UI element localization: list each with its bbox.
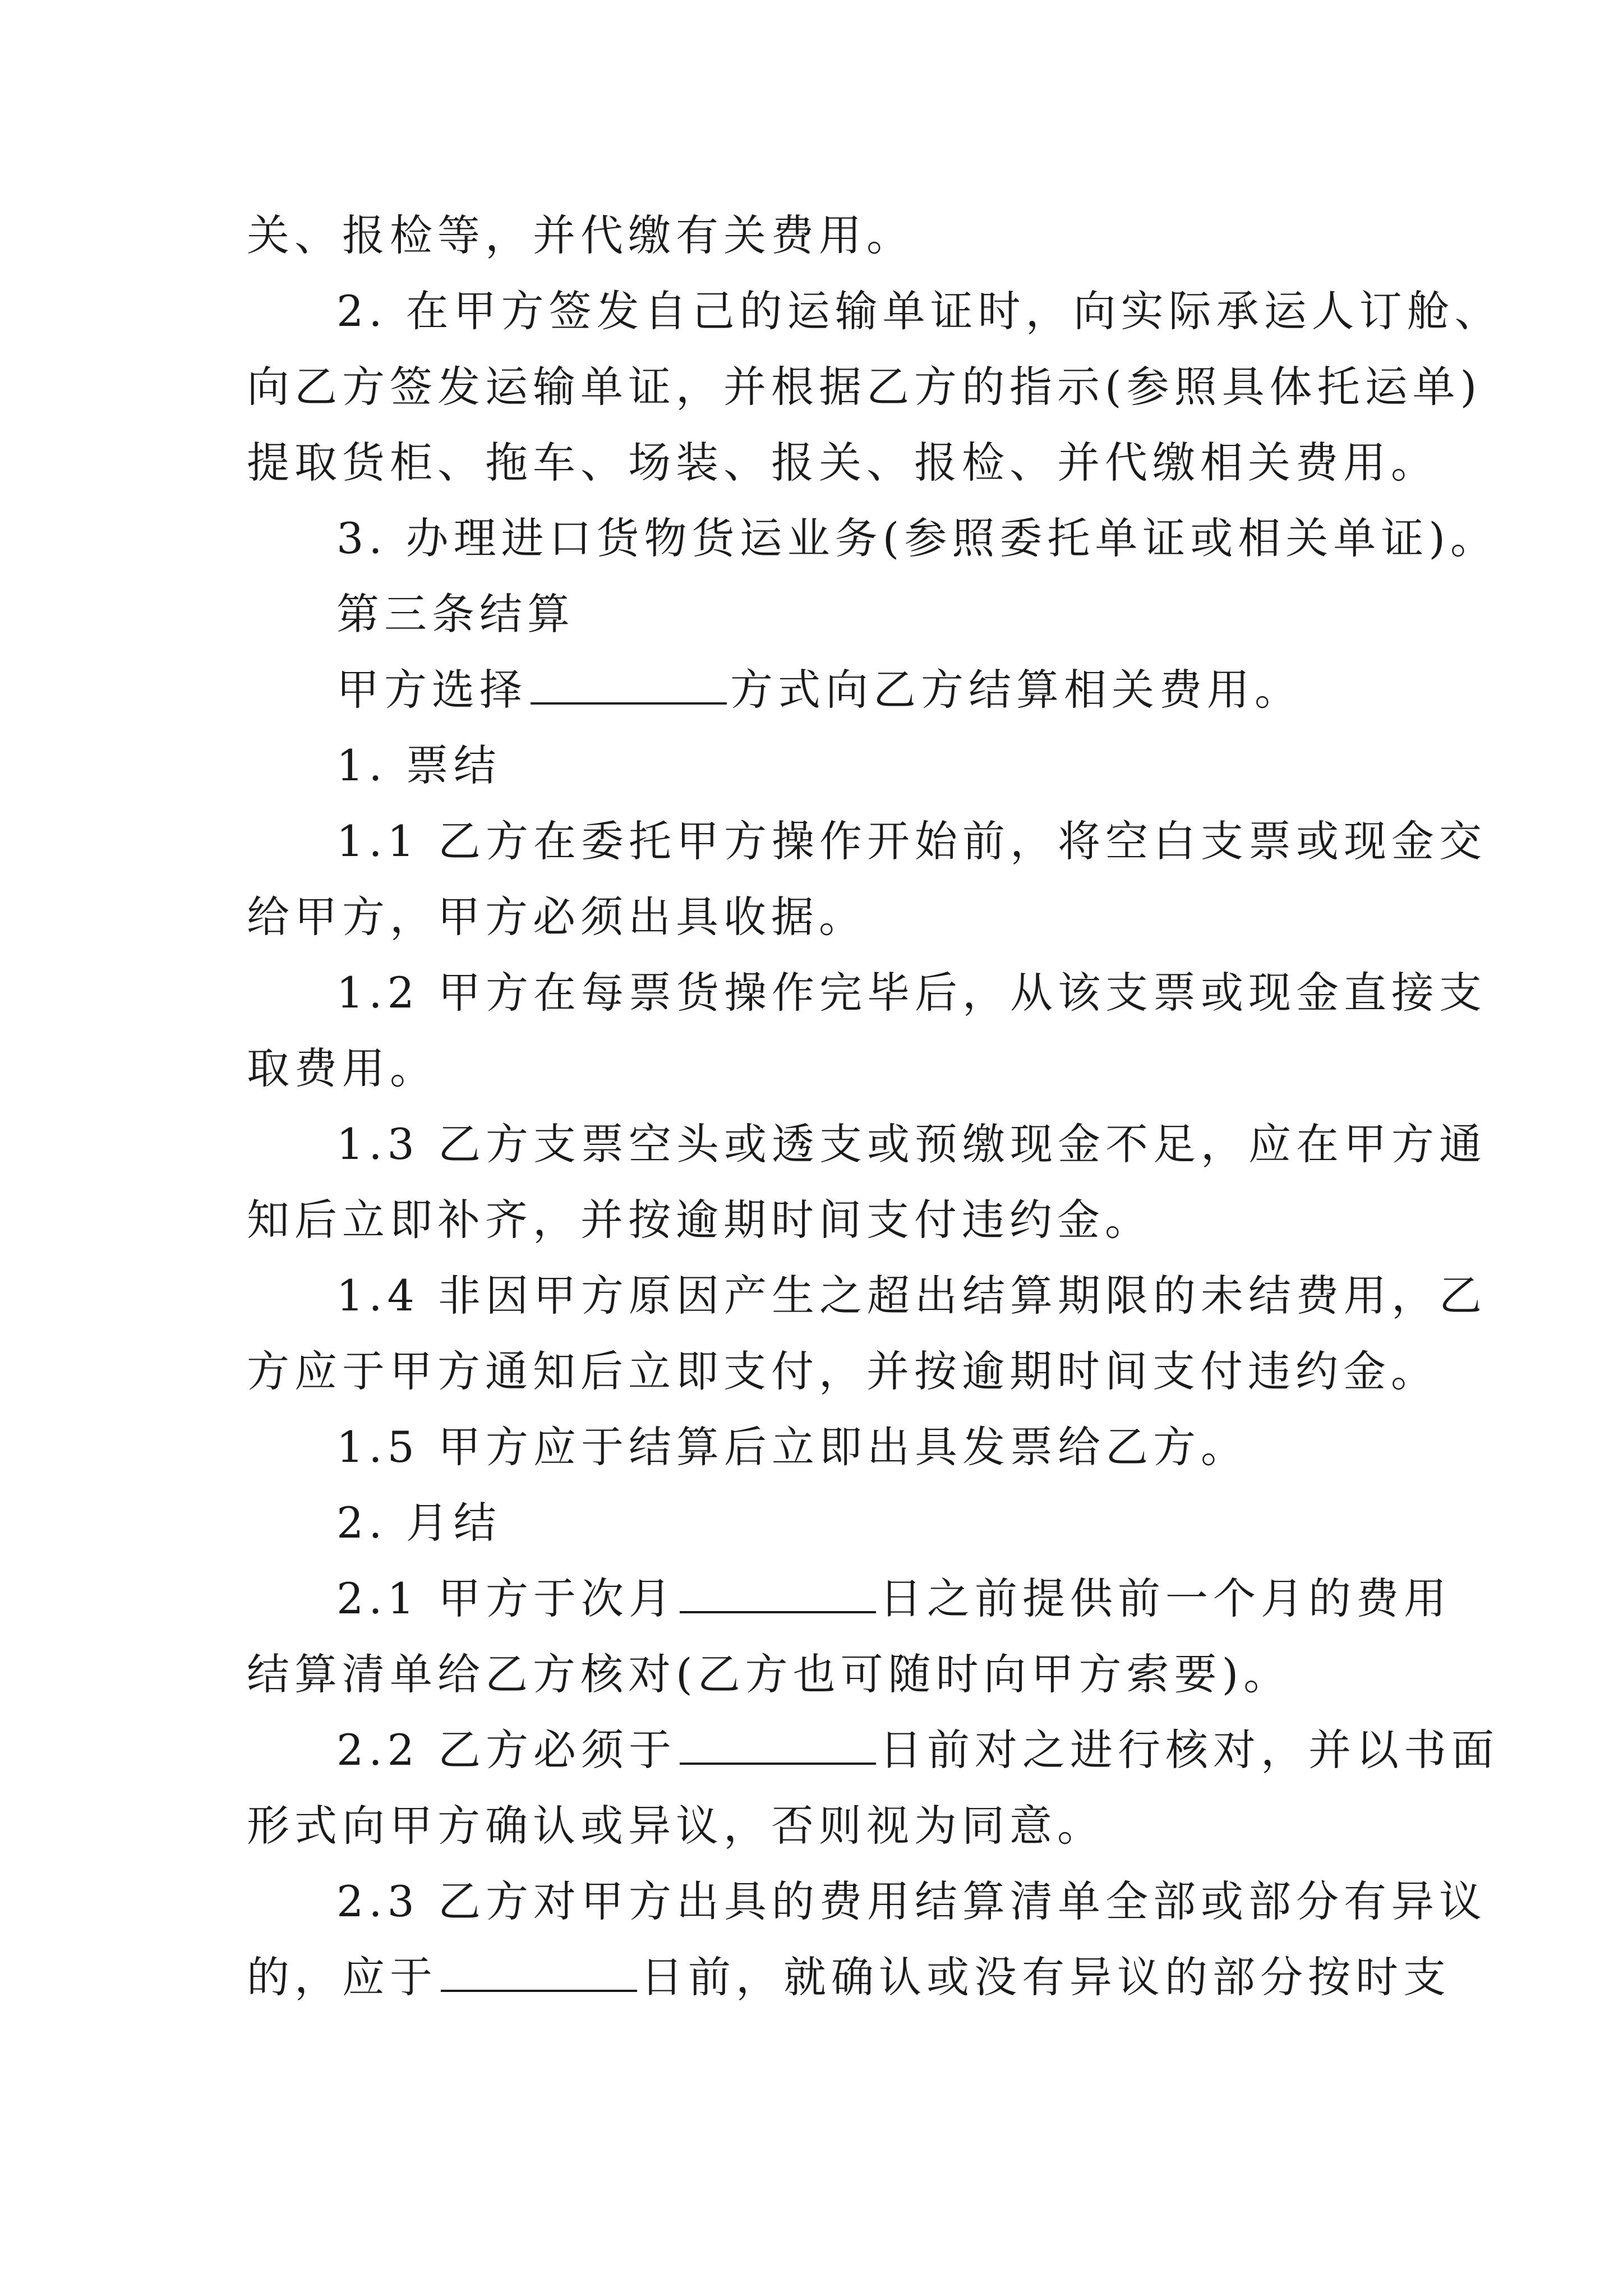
text-segment: 日之前提供前一个月的费用 <box>879 1573 1452 1623</box>
section-heading: 第三条结算 <box>336 589 575 639</box>
text-line: 1.4 非因甲方原因产生之超出结算期限的未结费用，乙 <box>336 1271 1487 1320</box>
text-line: 给甲方，甲方必须出具收据。 <box>247 892 866 942</box>
text-segment: 2.1 甲方于次月 <box>336 1573 677 1623</box>
text-line: 1.5 甲方应于结算后立即出具发票给乙方。 <box>336 1422 1249 1472</box>
text-line-with-blank <box>336 662 1302 718</box>
fill-in-blank <box>680 1609 876 1613</box>
subsection-heading: 2. 月结 <box>336 1498 501 1548</box>
text-line: 向乙方签发运输单证，并根据乙方的指示(参照具体托运单) <box>247 362 1482 412</box>
fill-in-blank <box>441 1987 637 1992</box>
text-line: 方应于甲方通知后立即支付，并按逾期时间支付违约金。 <box>247 1346 1438 1396</box>
subsection-heading: 1. 票结 <box>336 740 501 790</box>
text-line: 2. 在甲方签发自己的运输单证时，向实际承运人订舱、 <box>336 286 1502 336</box>
text-line-with-blank <box>336 1722 1499 1778</box>
text-line-with-blank <box>247 1949 1451 2005</box>
text-segment: 的，应于 <box>247 1952 437 2002</box>
text-line: 关、报检等，并代缴有关费用。 <box>247 210 914 260</box>
text-line: 1.2 甲方在每票货操作完毕后，从该支票或现金直接支 <box>336 968 1487 1018</box>
text-line: 结算清单给乙方核对(乙方也可随时向甲方索要)。 <box>247 1649 1292 1699</box>
text-line: 1.1 乙方在委托甲方操作开始前，将空白支票或现金交 <box>336 816 1487 866</box>
text-line: 1.3 乙方支票空头或透支或预缴现金不足，应在甲方通 <box>336 1119 1487 1169</box>
fill-in-blank <box>680 1760 876 1765</box>
text-line: 提取货柜、拖车、场装、报关、报检、并代缴相关费用。 <box>247 438 1438 487</box>
text-segment: 2.2 乙方必须于 <box>336 1725 677 1775</box>
text-line-with-blank <box>336 1571 1451 1627</box>
text-line: 取费用。 <box>247 1043 437 1093</box>
text-segment: 甲方选择 <box>336 665 527 715</box>
text-line: 知后立即补齐，并按逾期时间支付违约金。 <box>247 1195 1152 1245</box>
text-segment: 日前对之进行核对，并以书面 <box>879 1725 1500 1775</box>
text-segment: 方式向乙方结算相关费用。 <box>730 665 1302 715</box>
text-line: 形式向甲方确认或异议，否则视为同意。 <box>247 1801 1105 1851</box>
fill-in-blank <box>531 700 727 705</box>
text-line: 2.3 乙方对甲方出具的费用结算清单全部或部分有异议 <box>336 1876 1487 1926</box>
text-line: 3. 办理进口货物货运业务(参照委托单证或相关单证)。 <box>336 513 1498 563</box>
text-segment: 日前，就确认或没有异议的部分按时支 <box>640 1952 1451 2002</box>
